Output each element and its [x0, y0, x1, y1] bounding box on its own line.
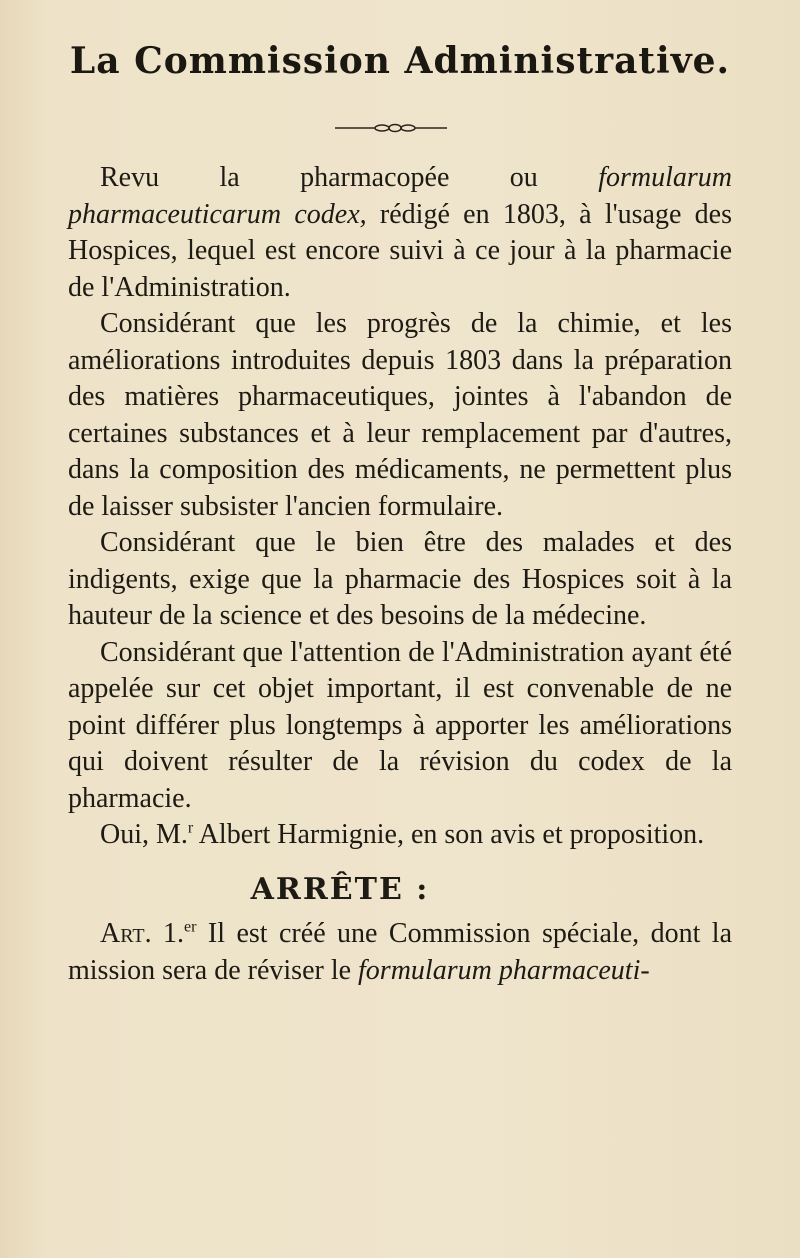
paragraph-oui	[68, 817, 732, 854]
decree-heading: ARRÊTE :	[250, 871, 430, 907]
superscript: er	[184, 918, 197, 936]
article-italic: formularum pharmaceuti-	[358, 954, 650, 986]
article-label: Art.	[100, 918, 152, 949]
paragraph-considerant-2: Considérant que le bien être des malades et des indigents, exige que la pharmacie des Hospices soit à la hauteur de la science et des besoins de la médecine.	[68, 527, 732, 631]
paragraph-lead: Revu la pharmacopée ou	[100, 162, 599, 193]
article-1	[68, 916, 732, 989]
superscript: r	[187, 819, 194, 837]
page-title: La Commission Administrative.	[69, 40, 731, 82]
paragraph-considerant-3: Considérant que l'attention de l'Administration ayant été appelée sur cet objet important, il est convenable de ne point différer plus longtemps à apporter les améliorations qui doivent résulter de la révision du codex de la pharmacie.	[68, 636, 732, 814]
paragraph-revu	[68, 160, 732, 306]
article-number: 1.	[163, 918, 185, 949]
paragraph-rest: rédigé en 1803, à l'usage des Hospices, lequel est encore suivi à ce jour à la pharmacie de l'Administration.	[68, 198, 733, 303]
codex-title: formularum pharmaceuticarum codex,	[68, 162, 732, 230]
article-text: Il est créé une Commission spéciale, dont la mission sera de réviser le	[68, 918, 733, 986]
document-body	[68, 160, 732, 989]
paragraph-considerant-1: Considérant que les progrès de la chimie, et les améliorations introduites depuis 1803 dans la préparation des matières pharmaceutiques, jointes à l'abandon de certaines substances et à leur remplacement par d'autres, dans la composition des médicaments, ne permettent plus de laisser subsister l'ancien formulaire.	[68, 308, 732, 522]
ornamental-rule	[335, 118, 447, 138]
paragraph-rest: Albert Harmignie, en son avis et proposition.	[193, 819, 705, 850]
paragraph-lead: Oui, M.	[100, 819, 188, 850]
